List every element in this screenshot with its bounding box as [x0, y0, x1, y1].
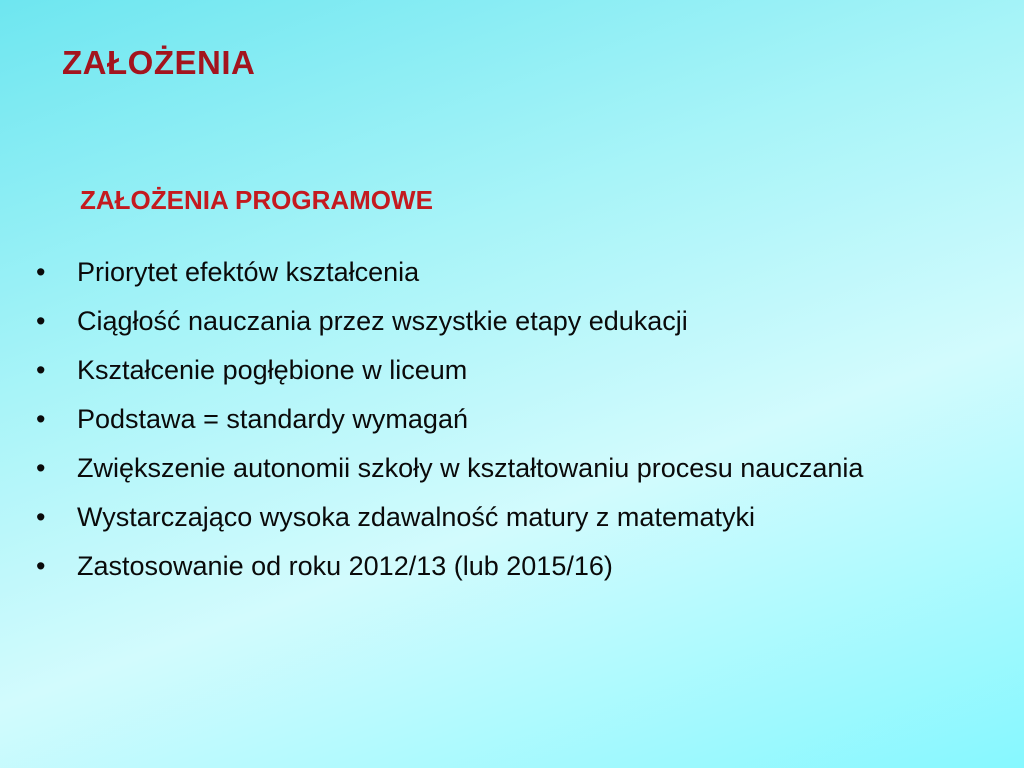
- bullet-item: [36, 253, 996, 291]
- bullet-dot-icon: •: [36, 257, 46, 287]
- bullet-item: [36, 498, 996, 536]
- bullet-text: Podstawa = standardy wymagań: [77, 404, 468, 434]
- bullet-list: [36, 253, 996, 596]
- bullet-text: Zastosowanie od roku 2012/13 (lub 2015/16): [77, 551, 613, 581]
- bullet-item: [36, 400, 996, 438]
- bullet-dot-icon: •: [36, 404, 46, 434]
- slide-title: ZAŁOŻENIA: [62, 44, 256, 81]
- bullet-dot-icon: •: [36, 355, 46, 385]
- bullet-item: [36, 449, 996, 487]
- bullet-dot-icon: •: [36, 551, 46, 581]
- bullet-item: [36, 547, 996, 585]
- bullet-text: Wystarczająco wysoka zdawalność matury z matematyki: [77, 502, 755, 532]
- bullet-text: Ciągłość nauczania przez wszystkie etapy edukacji: [77, 306, 688, 336]
- bullet-text: Zwiększenie autonomii szkoły w kształtowaniu procesu nauczania: [77, 453, 864, 483]
- bullet-text: Priorytet efektów kształcenia: [77, 257, 420, 287]
- slide-subtitle: ZAŁOŻENIA PROGRAMOWE: [80, 185, 433, 215]
- bullet-dot-icon: •: [36, 453, 46, 483]
- bullet-item: [36, 302, 996, 340]
- bullet-dot-icon: •: [36, 502, 46, 532]
- bullet-text: Kształcenie pogłębione w liceum: [77, 355, 468, 385]
- bullet-dot-icon: •: [36, 306, 46, 336]
- bullet-item: [36, 351, 996, 389]
